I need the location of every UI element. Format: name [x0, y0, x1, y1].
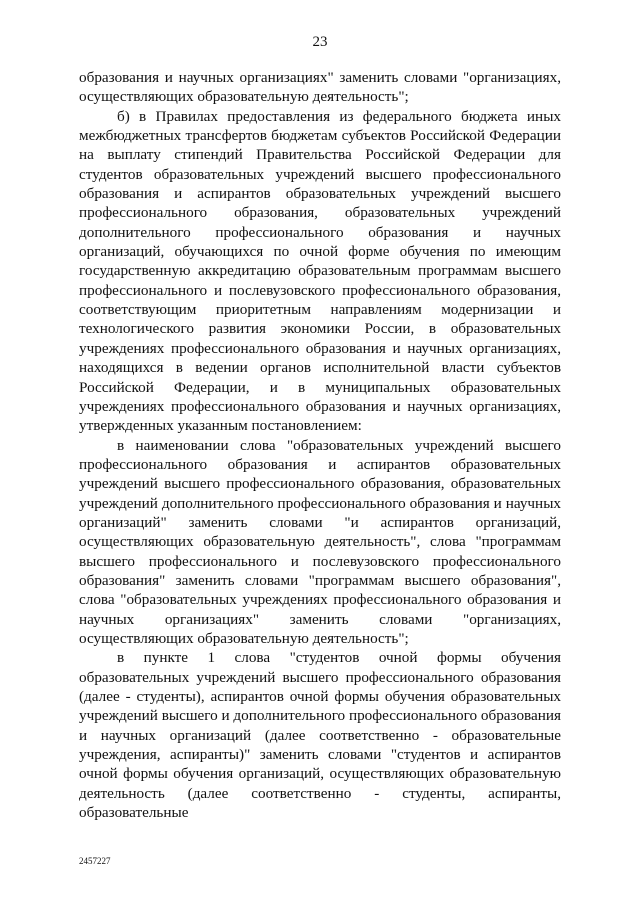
- page-number: 23: [312, 34, 328, 50]
- paragraph-continuation: образования и научных организациях" заменить словами "организациях, осуществляющих образовательную деятельность";: [79, 69, 561, 106]
- document-body: [79, 68, 561, 822]
- paragraph-title-amendment: в наименовании слова "образовательных учреждений высшего профессионального образования и аспирантов образовательных учреждений высшего профессионального образования, образовательных учреждений дополнительного профессионального образования и научных организаций" заменить словами "и аспирантов организаций, осуществляющих образовательную деятельность", слова "программам высшего профессионального и послевузовского профессионального образования" заменить словами "программам высшего образования", слова "образовательных учреждениях профессионального образования и научных организациях" заменить словами "организациях, осуществляющих образовательную деятельность";: [79, 436, 561, 647]
- paragraph-point-1-amendment: в пункте 1 слова "студентов очной формы обучения образовательных учреждений высшего профессионального образования (далее - студенты), аспирантов очной формы обучения образовательных учреждений высшего и дополнительного профессионального образования и научных организаций (далее соответственно - образовательные учреждения, аспиранты)" заменить словами "студентов и аспирантов очной формы обучения организаций, осуществляющих образовательную деятельность (далее соответственно - студенты, аспиранты, образовательные: [79, 649, 562, 822]
- document-code: 2457227: [79, 856, 111, 866]
- paragraph-item-b: б) в Правилах предоставления из федерального бюджета иных межбюджетных трансфертов бюджетам субъектов Российской Федерации на выплату стипендий Правительства Российской Федерации для студентов образовательных учреждений высшего профессионального образования и аспирантов образовательных учреждений высшего профессионального образования, образовательных учреждений дополнительного профессионального образования и научных организаций, обучающихся по очной форме обучения по имеющим государственную аккредитацию образовательным программам высшего профессионального и послевузовского профессионального образования, соответствующим приоритетным направлениям модернизации и технологического развития экономики России, в образовательных учреждениях профессионального образования и научных организациях, находящихся в ведении органов исполнительной власти субъектов Российской Федерации, и в муниципальных образовательных учреждениях профессионального образования и научных организациях, утвержденных указанным постановлением:: [79, 107, 561, 435]
